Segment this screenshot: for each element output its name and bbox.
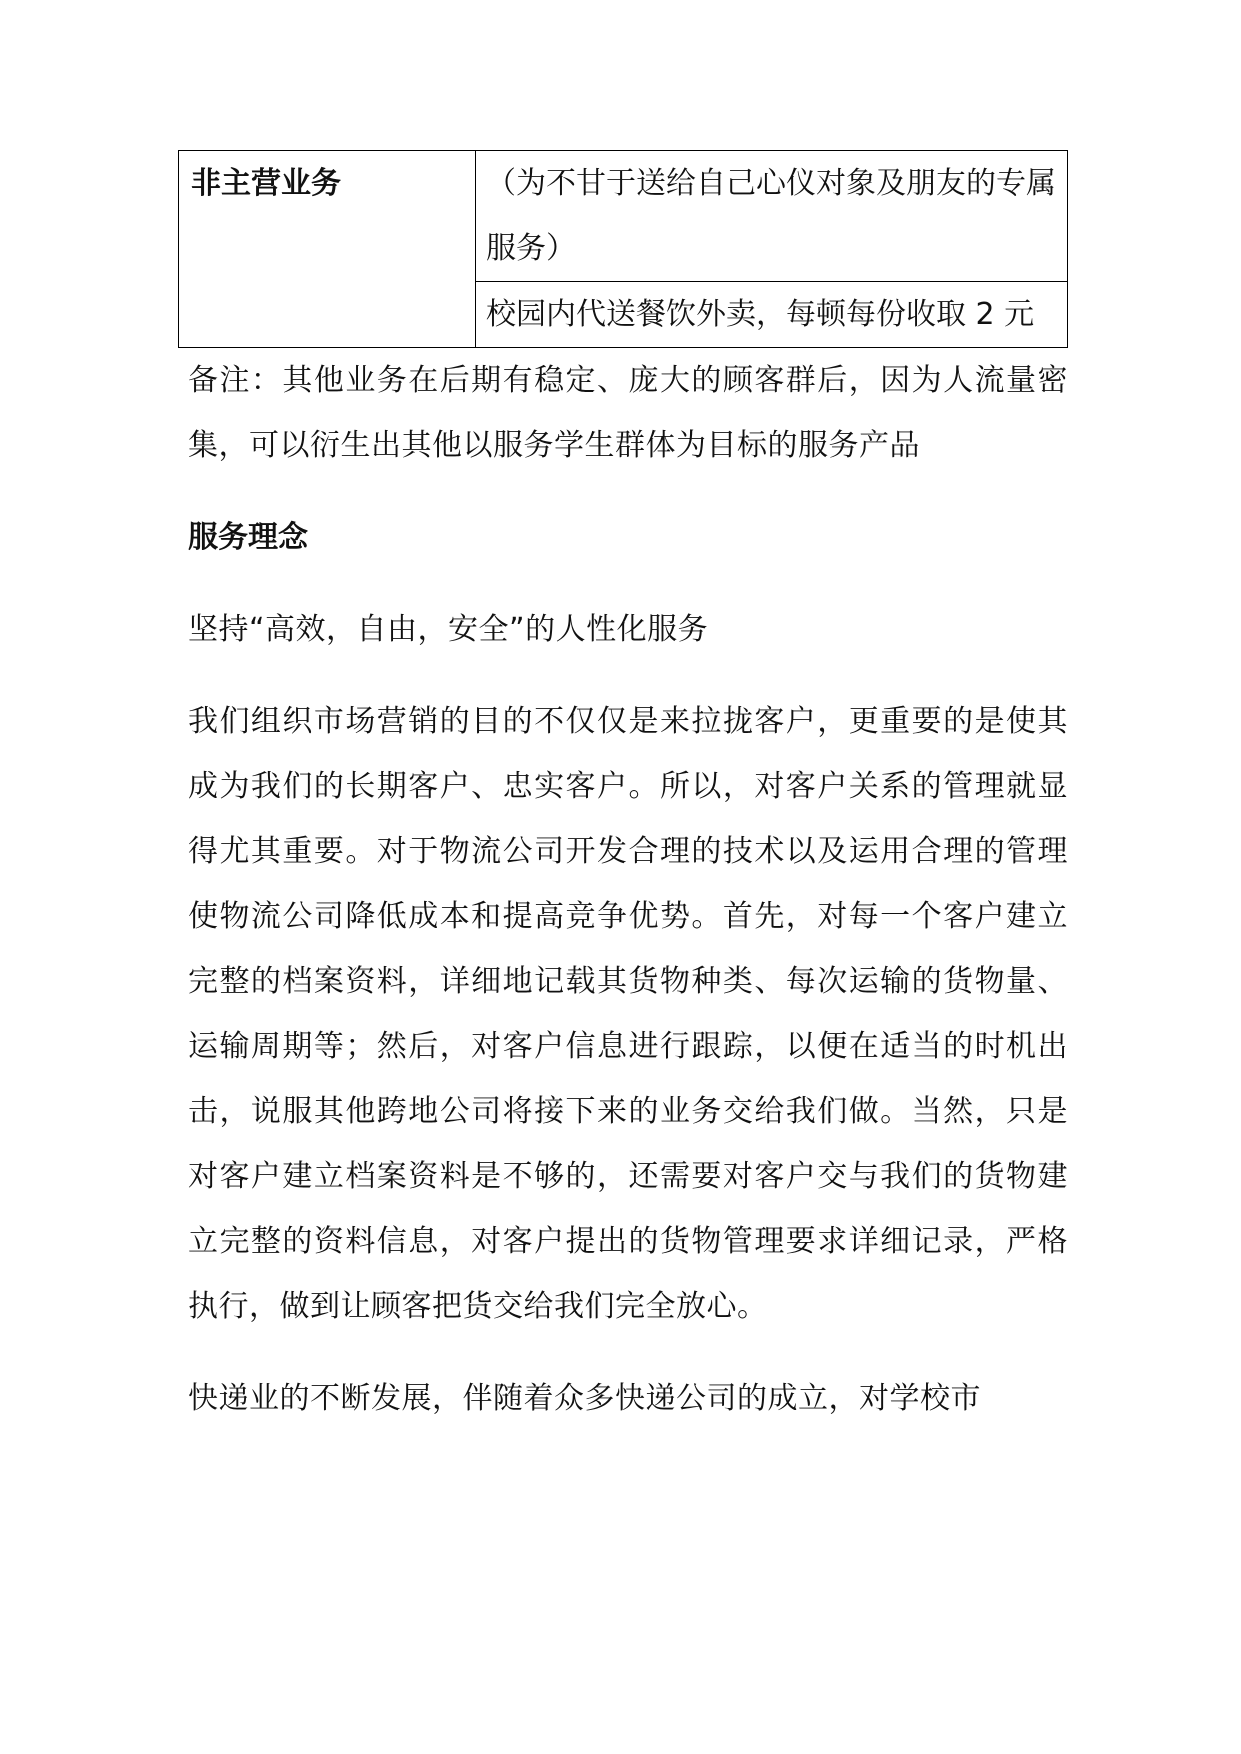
business-category-cell: 非主营业务 [179, 151, 476, 348]
table-row [179, 151, 1068, 282]
business-description-cell: 校园内代送餐饮外卖，每顿每份收取 2 元 [476, 282, 1068, 348]
note-paragraph: 备注：其他业务在后期有稳定、庞大的顾客群后，因为人流量密集，可以衍生出其他以服务学生群体为目标的服务产品 [188, 363, 1068, 463]
page-content [188, 150, 1068, 1431]
body-paragraph: 快递业的不断发展，伴随着众多快递公司的成立，对学校市 [188, 1381, 981, 1416]
business-description-cell: （为不甘于送给自己心仪对象及朋友的专属服务） [476, 151, 1068, 282]
body-paragraph: 我们组织市场营销的目的不仅仅是来拉拢客户，更重要的是使其成为我们的长期客户、忠实客户。所以，对客户关系的管理就显得尤其重要。对于物流公司开发合理的技术以及运用合理的管理使物流公司降低成本和提高竞争优势。首先，对每一个客户建立完整的档案资料，详细地记载其货物种类、每次运输的货物量、运输周期等；然后，对客户信息进行跟踪，以便在适当的时机出击，说服其他跨地公司将接下来的业务交给我们做。当然，只是对客户建立档案资料是不够的，还需要对客户交与我们的货物建立完整的资料信息，对客户提出的货物管理要求详细记录，严格执行，做到让顾客把货交给我们完全放心。 [188, 704, 1068, 1324]
section-heading: 服务理念 [188, 520, 308, 555]
business-table [178, 150, 1068, 348]
slogan-paragraph: 坚持“高效，自由，安全”的人性化服务 [188, 612, 709, 647]
